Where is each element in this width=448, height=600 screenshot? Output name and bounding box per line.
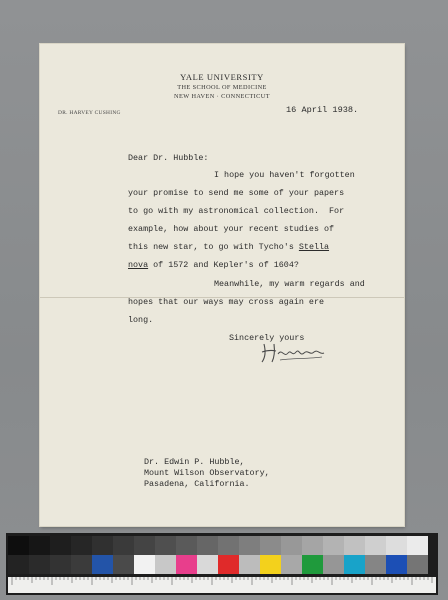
letterhead-city: NEW HAVEN · CONNECTICUT	[174, 93, 270, 100]
swatch	[365, 536, 386, 574]
underlined-title: Stella	[298, 242, 330, 252]
letterhead-school: THE SCHOOL OF MEDICINE	[177, 84, 267, 91]
swatch	[281, 536, 302, 574]
swatch	[134, 536, 155, 574]
body-text-segment: this new star, to go with Tycho's	[128, 242, 299, 252]
body-line: example, how about your recent studies of	[128, 224, 335, 234]
swatch	[386, 536, 407, 574]
body-line: long.	[128, 315, 154, 325]
body-line: I hope you haven't forgotten	[214, 170, 355, 180]
swatch	[29, 536, 50, 574]
color-calibration-target	[6, 533, 438, 595]
swatch	[155, 536, 176, 574]
swatch	[239, 536, 260, 574]
swatch	[8, 536, 29, 574]
letter-page	[40, 44, 404, 526]
recipient-city: Pasadena, California.	[144, 479, 250, 489]
measurement-ruler	[8, 577, 436, 593]
swatch	[92, 536, 113, 574]
ruler-ticks	[8, 577, 436, 593]
recipient-org: Mount Wilson Observatory,	[144, 468, 270, 478]
swatch	[260, 536, 281, 574]
color-swatches	[8, 536, 428, 574]
closing: Sincerely yours	[229, 333, 305, 343]
swatch	[113, 536, 134, 574]
letter-date: 16 April 1938.	[286, 105, 359, 115]
body-line: to go with my astronomical collection. For	[128, 206, 345, 216]
swatch	[50, 536, 71, 574]
salutation: Dear Dr. Hubble:	[128, 153, 209, 163]
recipient-name: Dr. Edwin P. Hubble,	[144, 457, 245, 467]
handwritten-signature	[258, 338, 328, 366]
swatch	[197, 536, 218, 574]
swatch	[323, 536, 344, 574]
body-text-segment: of 1572 and Kepler's of 1604?	[148, 260, 299, 270]
body-line: your promise to send me some of your papers	[128, 188, 345, 198]
letterhead-university: YALE UNIVERSITY	[180, 72, 264, 82]
swatch	[344, 536, 365, 574]
swatch	[176, 536, 197, 574]
body-line	[128, 243, 329, 251]
body-line: Meanwhile, my warm regards and	[214, 279, 365, 289]
swatch	[218, 536, 239, 574]
swatch	[302, 536, 323, 574]
body-line: hopes that our ways may cross again ere	[128, 297, 325, 307]
underlined-title: nova	[128, 260, 149, 270]
letterhead-sender: DR. HARVEY CUSHING	[58, 110, 121, 116]
body-line	[128, 261, 299, 269]
swatch	[407, 536, 428, 574]
swatch	[71, 536, 92, 574]
